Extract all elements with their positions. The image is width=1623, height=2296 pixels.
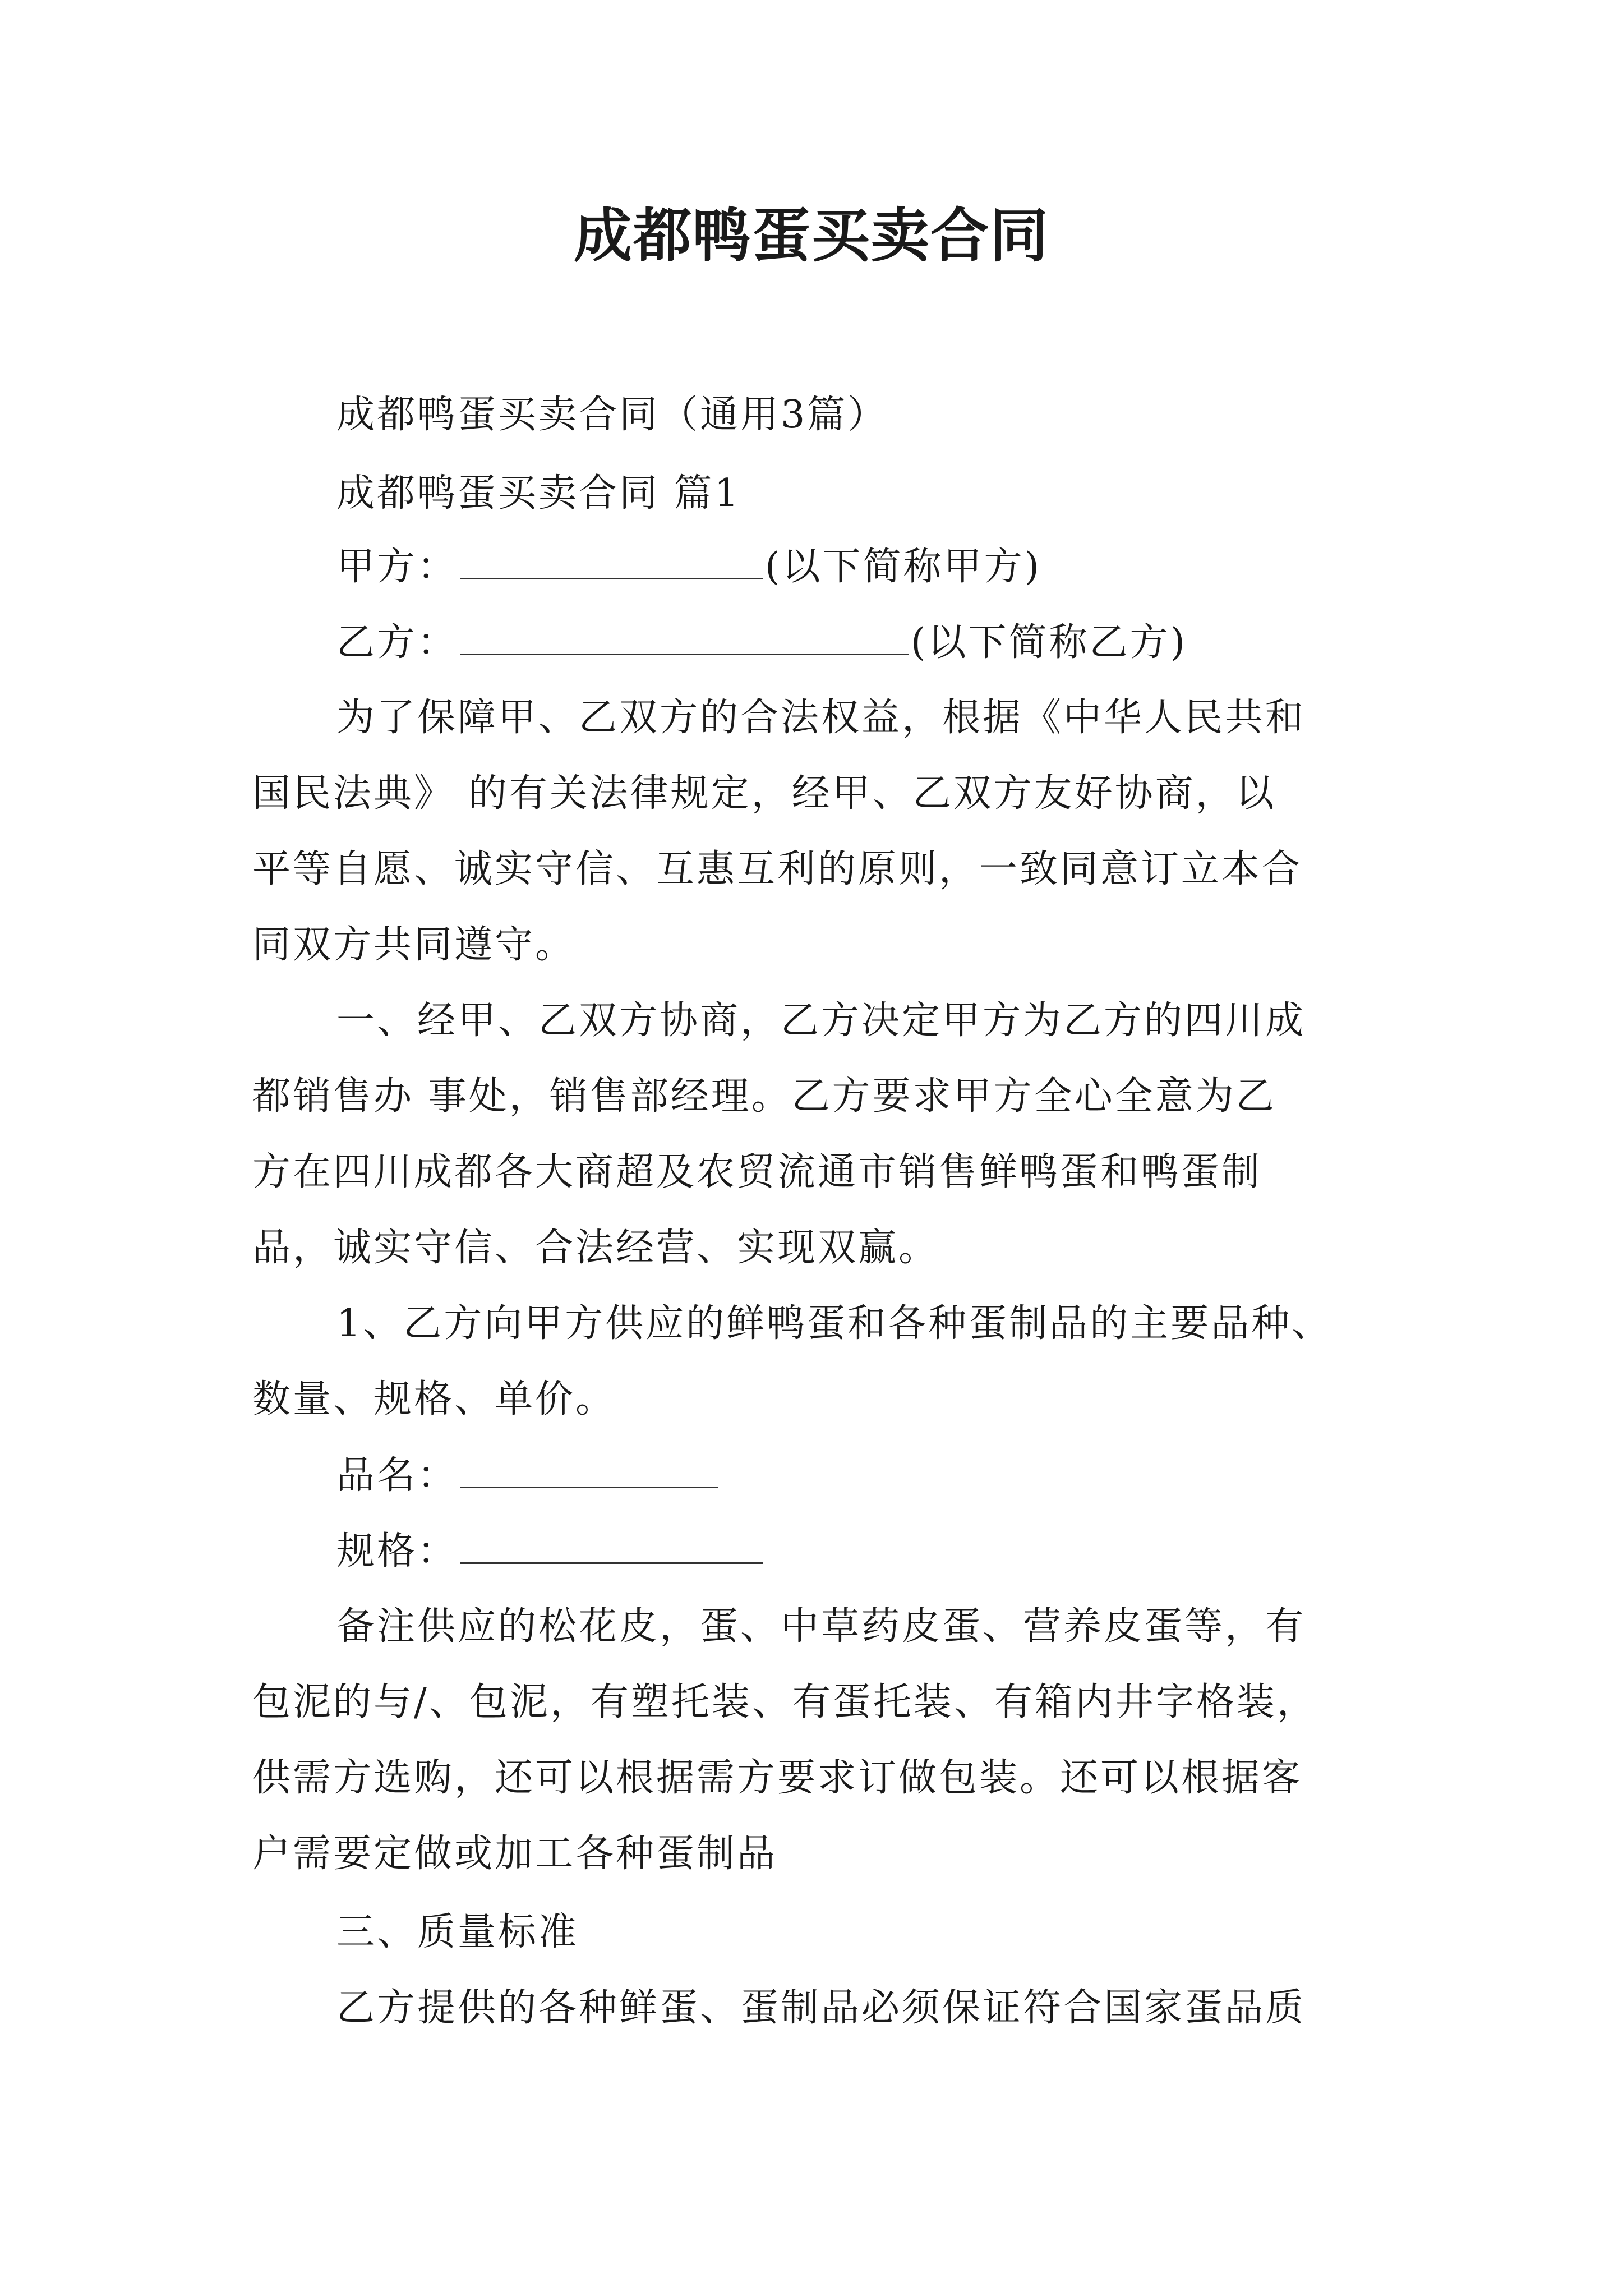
section3-heading: 三、质量标准	[336, 1910, 579, 1954]
product-name-line	[336, 1447, 1475, 1504]
para4-line-3: 供需方选购，还可以根据需方要求订做包装。还可以根据客	[252, 1756, 1303, 1800]
party-a-blank	[460, 539, 763, 579]
party-b-label: 乙方：	[336, 620, 458, 665]
para2-line-3: 方在四川成都各大商超及农贸流通市销售鲜鸭蛋和鸭蛋制	[252, 1150, 1262, 1194]
section-heading: 成都鸭蛋买卖合同 篇1	[336, 471, 741, 516]
para3-line-1: 1、乙方向甲方供应的鲜鸭蛋和各种蛋制品的主要品种、	[336, 1301, 1332, 1346]
para4-line-4: 户需要定做或加工各种蛋制品	[252, 1832, 778, 1876]
para4-line-2: 包泥的与/、包泥，有塑托装、有蛋托装、有箱内井字格装，	[252, 1680, 1317, 1724]
product-name-blank	[460, 1447, 718, 1488]
para2-line-1: 一、经甲、乙双方协商，乙方决定甲方为乙方的四川成	[336, 999, 1306, 1043]
party-b-suffix: (以下简称乙方)	[911, 620, 1188, 665]
para1-line-4: 同双方共同遵守。	[252, 923, 576, 967]
party-a-suffix: (以下简称甲方)	[765, 545, 1042, 589]
para1-line-1: 为了保障甲、乙双方的合法权益，根据《中华人民共和	[336, 696, 1306, 740]
party-a-label: 甲方：	[336, 545, 458, 589]
party-a-line	[336, 539, 1475, 595]
spec-label: 规格：	[336, 1529, 458, 1573]
product-name-label: 品名：	[336, 1453, 458, 1498]
para3-line-2: 数量、规格、单价。	[252, 1377, 616, 1421]
party-b-blank	[460, 614, 909, 655]
document-title: 成都鸭蛋买卖合同	[573, 201, 1049, 270]
document-subtitle: 成都鸭蛋买卖合同（通用3篇）	[336, 393, 888, 437]
party-b-line	[336, 614, 1475, 671]
spec-blank	[460, 1523, 763, 1564]
para2-line-2: 都销售办 事处，销售部经理。乙方要求甲方全心全意为乙	[252, 1074, 1276, 1119]
para2-line-4: 品，诚实守信、合法经营、实现双赢。	[252, 1226, 939, 1270]
para1-line-2: 国民法典》 的有关法律规定，经甲、乙双方友好协商，以	[252, 771, 1276, 816]
spec-line	[336, 1523, 1475, 1580]
para5-line-1: 乙方提供的各种鲜蛋、蛋制品必须保证符合国家蛋品质	[336, 1986, 1306, 2030]
para4-line-1: 备注供应的松花皮，蛋、中草药皮蛋、营养皮蛋等，有	[336, 1604, 1306, 1649]
para1-line-3: 平等自愿、诚实守信、互惠互利的原则，一致同意订立本合	[252, 847, 1303, 891]
